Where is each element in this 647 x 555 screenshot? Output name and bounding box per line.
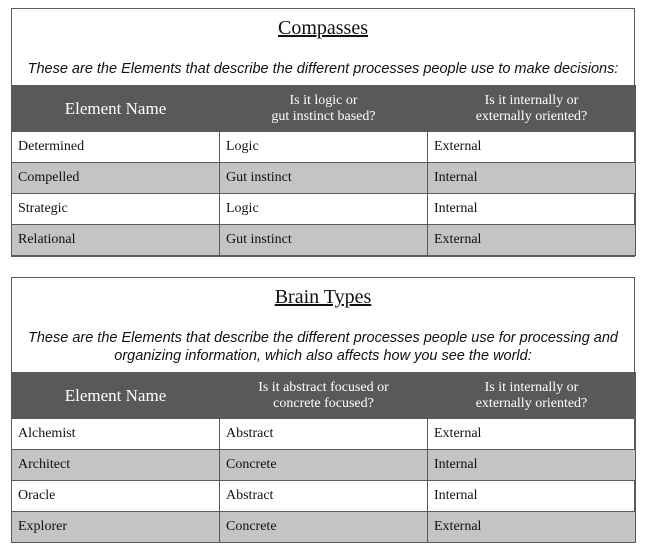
compasses-title: Compasses bbox=[278, 17, 368, 39]
table-row bbox=[12, 194, 636, 225]
brain-types-table bbox=[11, 372, 636, 543]
table-cell: Alchemist bbox=[12, 419, 220, 450]
column-header-element-name: Element Name bbox=[12, 373, 220, 419]
table-cell: Oracle bbox=[12, 481, 220, 512]
table-cell: Concrete bbox=[220, 512, 428, 543]
brain-types-subtitle: These are the Elements that describe the different processes people use for processing and organizing information, which also affects how you see the world: bbox=[27, 330, 618, 364]
header-line: Is it abstract focused or concrete focused? bbox=[258, 379, 389, 411]
column-header-orientation bbox=[428, 86, 636, 132]
compasses-subtitle: These are the Elements that describe the different processes people use to make decisions: bbox=[27, 61, 619, 77]
table-cell: Internal bbox=[428, 481, 636, 512]
header-line: Is it internally or externally oriented? bbox=[475, 92, 588, 124]
table-row bbox=[12, 225, 636, 256]
table-cell: Explorer bbox=[12, 512, 220, 543]
table-row bbox=[12, 163, 636, 194]
table-header-row bbox=[12, 86, 636, 132]
compasses-table bbox=[11, 85, 636, 256]
table-row bbox=[12, 132, 636, 163]
compasses-panel bbox=[11, 8, 635, 257]
table-cell: External bbox=[428, 225, 636, 256]
table-cell: Determined bbox=[12, 132, 220, 163]
table-cell: Gut instinct bbox=[220, 225, 428, 256]
table-cell: External bbox=[428, 132, 636, 163]
table-cell: External bbox=[428, 512, 636, 543]
table-header-row bbox=[12, 373, 636, 419]
brain-types-title: Brain Types bbox=[274, 286, 372, 308]
table-cell: Internal bbox=[428, 194, 636, 225]
brain-types-panel bbox=[11, 277, 635, 543]
table-cell: Strategic bbox=[12, 194, 220, 225]
header-line: Is it internally or externally oriented? bbox=[475, 379, 588, 411]
column-header-element-name: Element Name bbox=[12, 86, 220, 132]
column-header-abstract-or-concrete bbox=[220, 373, 428, 419]
table-cell: Architect bbox=[12, 450, 220, 481]
table-cell: Compelled bbox=[12, 163, 220, 194]
table-row bbox=[12, 450, 636, 481]
table-cell: Abstract bbox=[220, 481, 428, 512]
table-row bbox=[12, 512, 636, 543]
table-cell: Relational bbox=[12, 225, 220, 256]
table-cell: Internal bbox=[428, 163, 636, 194]
header-line: Is it logic or gut instinct based? bbox=[271, 92, 376, 124]
table-row bbox=[12, 419, 636, 450]
table-cell: External bbox=[428, 419, 636, 450]
table-row bbox=[12, 481, 636, 512]
table-cell: Gut instinct bbox=[220, 163, 428, 194]
table-cell: Internal bbox=[428, 450, 636, 481]
table-cell: Abstract bbox=[220, 419, 428, 450]
table-cell: Logic bbox=[220, 194, 428, 225]
table-cell: Concrete bbox=[220, 450, 428, 481]
column-header-orientation bbox=[428, 373, 636, 419]
table-cell: Logic bbox=[220, 132, 428, 163]
column-header-logic-or-gut bbox=[220, 86, 428, 132]
